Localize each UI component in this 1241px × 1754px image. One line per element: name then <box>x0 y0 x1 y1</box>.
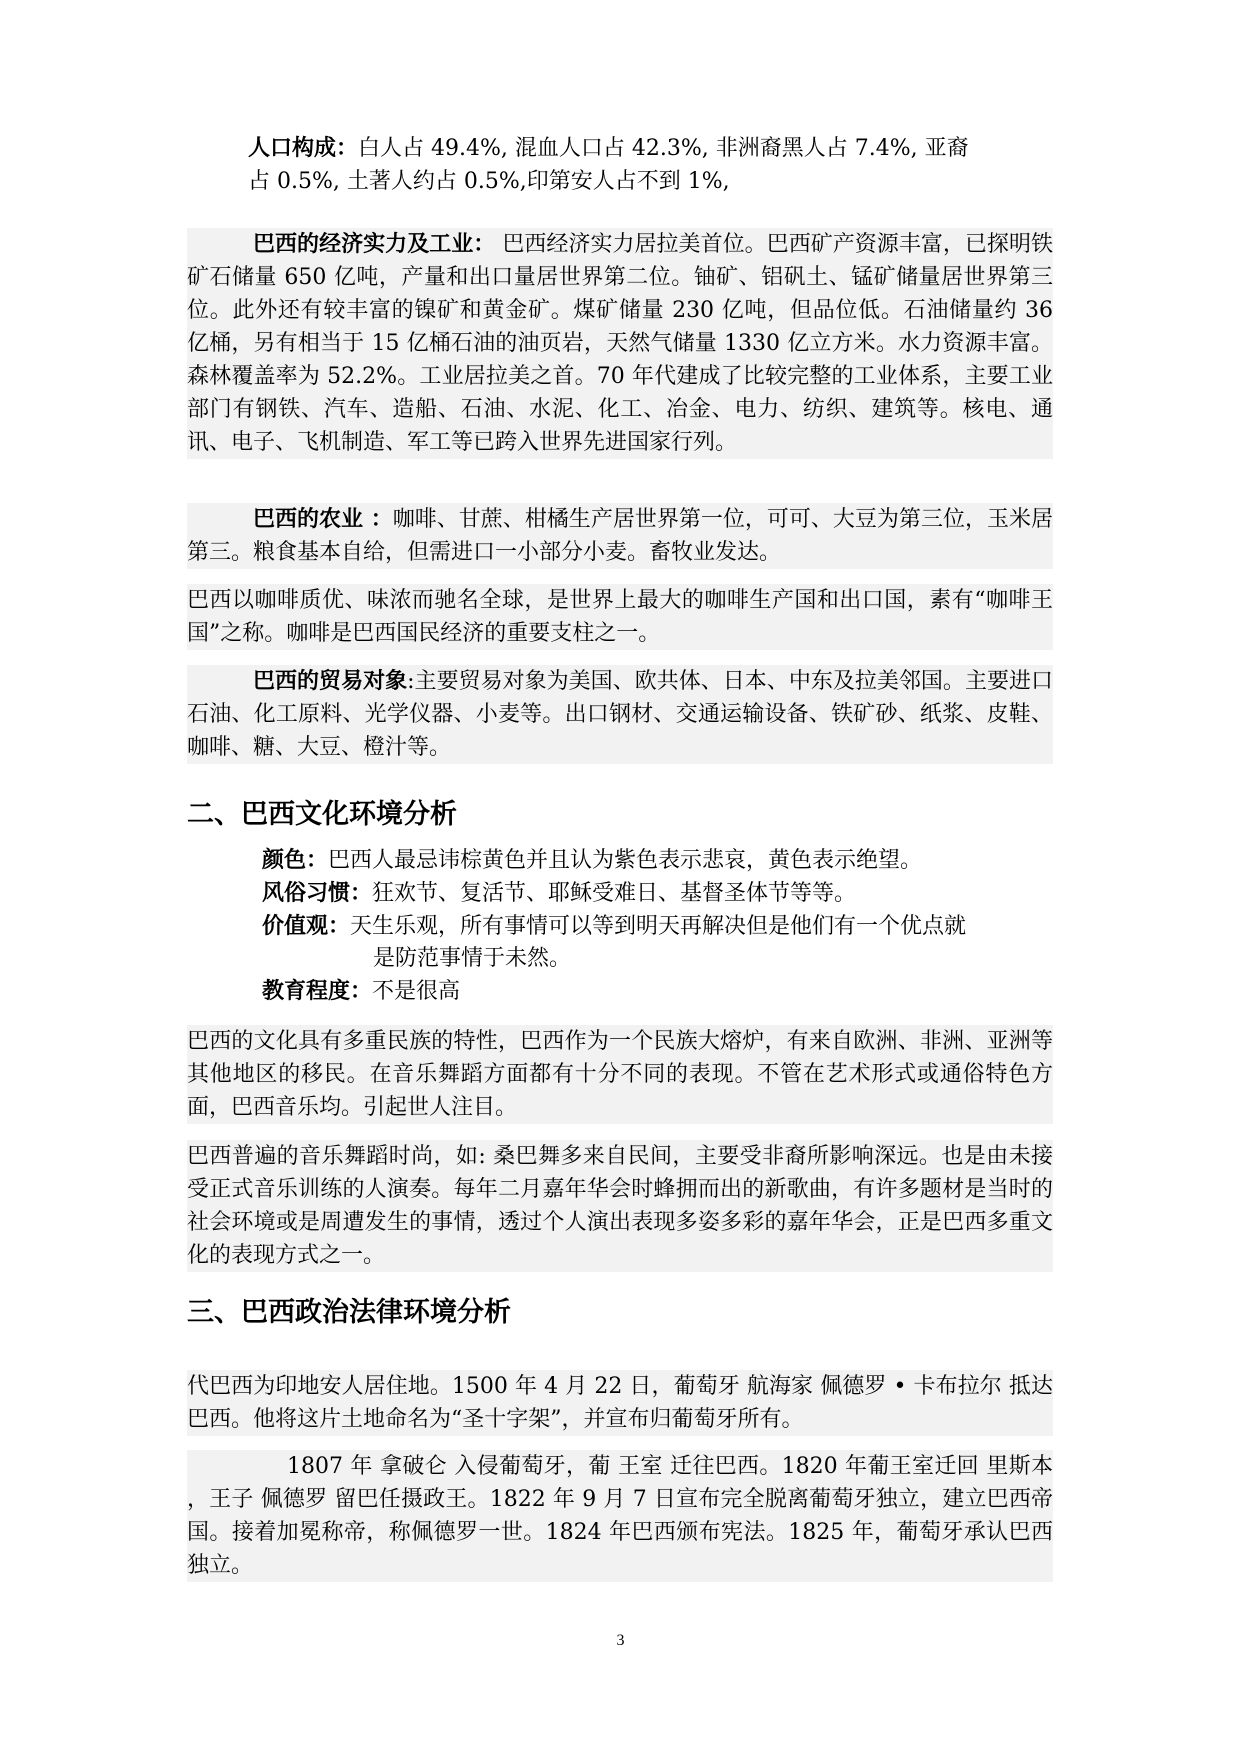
culture-item-values <box>262 911 1062 943</box>
agriculture-paragraph <box>187 503 1053 569</box>
culture-item-text: 天生乐观，所有事情可以等到明天再解决但是他们有一个优点就 <box>350 914 967 939</box>
economy-text: 巴西经济实力居拉美首位。巴西矿产资源丰富，已探明铁矿石储量 650 亿吨，产量和出口量居世界第二位。铀矿、铝矾土、锰矿储量居世界第三位。此外还有较丰富的镍矿和黄金矿。煤矿储量 230 亿吨，但品位低。石油储量约 36 亿桶，另有相当于 15 亿桶石油的油页岩，天然气储量 1330 亿立方米。水力资源丰富。森林覆盖率为 52.2%。工业居拉美之首。70 年代建成了比较完整的工业体系，主要工业部门有钢铁、汽车、造船、石油、水泥、化工、冶金、电力、纺织、建筑等。核电、通讯、电子、飞机制造、军工等已跨入世界先进国家行列。 <box>187 232 1053 455</box>
culture-item-label: 风俗习惯： <box>262 881 373 906</box>
culture-item-text: 巴西人最忌讳棕黄色并且认为紫色表示悲哀，黄色表示绝望。 <box>328 848 923 873</box>
culture-item-text: 狂欢节、复活节、耶稣受难日、基督圣体节等等。 <box>372 881 857 906</box>
culture-paragraph-2 <box>187 1140 1053 1272</box>
coffee-paragraph <box>187 584 1053 650</box>
politics-paragraph-text: 1807 年 拿破仑 入侵葡萄牙，葡 王室 迁往巴西。1820 年葡王室迁回 里斯本 ，王子 佩德罗 留巴任摄政王。1822 年 9 月 7 日宣布完全脱离葡萄牙独立，建立巴西帝国。接着加冕称帝，称佩德罗一世。1824 年巴西颁布宪法。1825 年，葡萄牙承认巴西独立。 <box>187 1454 1053 1578</box>
population-text: 白人占 49.4%, 混血人口占 42.3%, 非洲裔黑人占 7.4%, 亚裔 <box>358 136 969 161</box>
section-2-heading: 二、巴西文化环境分析 <box>187 799 457 830</box>
trade-text: :主要贸易对象为美国、欧共体、日本、中东及拉美邻国。主要进口石油、化工原料、光学仪器、小麦等。出口钢材、交通运输设备、铁矿砂、纸浆、皮鞋、咖啡、糖、大豆、橙汁等。 <box>187 669 1053 760</box>
economy-label: 巴西的经济实力及工业： <box>253 232 496 257</box>
culture-paragraph-text: 巴西普遍的音乐舞蹈时尚，如: 桑巴舞多来自民间，主要受非裔所影响深远。也是由未接受正式音乐训练的人演奏。每年二月嘉年华会时蜂拥而出的新歌曲，有许多题材是当时的社会环境或是周遭发生的事情，透过个人演出表现多姿多彩的嘉年华会，正是巴西多重文化的表现方式之一。 <box>187 1144 1053 1268</box>
politics-paragraph-1 <box>187 1370 1053 1436</box>
politics-paragraph-text: 代巴西为印地安人居住地。1500 年 4 月 22 日，葡萄牙 航海家 佩德罗 • 卡布拉尔 抵达巴西。他将这片土地命名为“圣十字架”，并宣布归葡萄牙所有。 <box>187 1374 1053 1432</box>
coffee-text: 巴西以咖啡质优、味浓而驰名全球，是世界上最大的咖啡生产国和出口国，素有“咖啡王国”之称。咖啡是巴西国民经济的重要支柱之一。 <box>187 588 1053 646</box>
culture-item-label: 教育程度： <box>262 979 373 1004</box>
culture-item-customs <box>262 878 1062 910</box>
agriculture-label: 巴西的农业 ： <box>253 507 393 532</box>
population-paragraph <box>248 132 1053 198</box>
page-number: 3 <box>616 1632 625 1649</box>
culture-item-education <box>262 976 1062 1008</box>
culture-item-label: 颜色： <box>262 848 329 873</box>
culture-item-text: 是防范事情于未然。 <box>373 946 572 971</box>
agriculture-text: 咖啡、甘蔗、柑橘生产居世界第一位，可可、大豆为第三位，玉米居第三。粮食基本自给，但需进口一小部分小麦。畜牧业发达。 <box>187 507 1053 565</box>
culture-paragraph-text: 巴西的文化具有多重民族的特性，巴西作为一个民族大熔炉，有来自欧洲、非洲、亚洲等其他地区的移民。在音乐舞蹈方面都有十分不同的表现。不管在艺术形式或通俗特色方面，巴西音乐均。引起世人注目。 <box>187 1029 1053 1120</box>
politics-paragraph-2 <box>187 1450 1053 1582</box>
population-label: 人口构成： <box>248 136 359 161</box>
culture-item-color <box>262 845 1062 877</box>
population-line-1 <box>248 132 1053 165</box>
trade-label: 巴西的贸易对象 <box>253 669 408 694</box>
section-3-heading: 三、巴西政治法律环境分析 <box>187 1297 511 1328</box>
culture-item-text: 不是很高 <box>372 979 461 1004</box>
population-line-2: 占 0.5%, 土著人约占 0.5%,印第安人占不到 1%, <box>248 169 730 194</box>
culture-item-label: 价值观： <box>262 914 351 939</box>
economy-paragraph <box>187 228 1053 459</box>
trade-paragraph <box>187 665 1053 764</box>
culture-paragraph-1 <box>187 1025 1053 1124</box>
culture-item-values-continuation <box>373 943 1063 975</box>
